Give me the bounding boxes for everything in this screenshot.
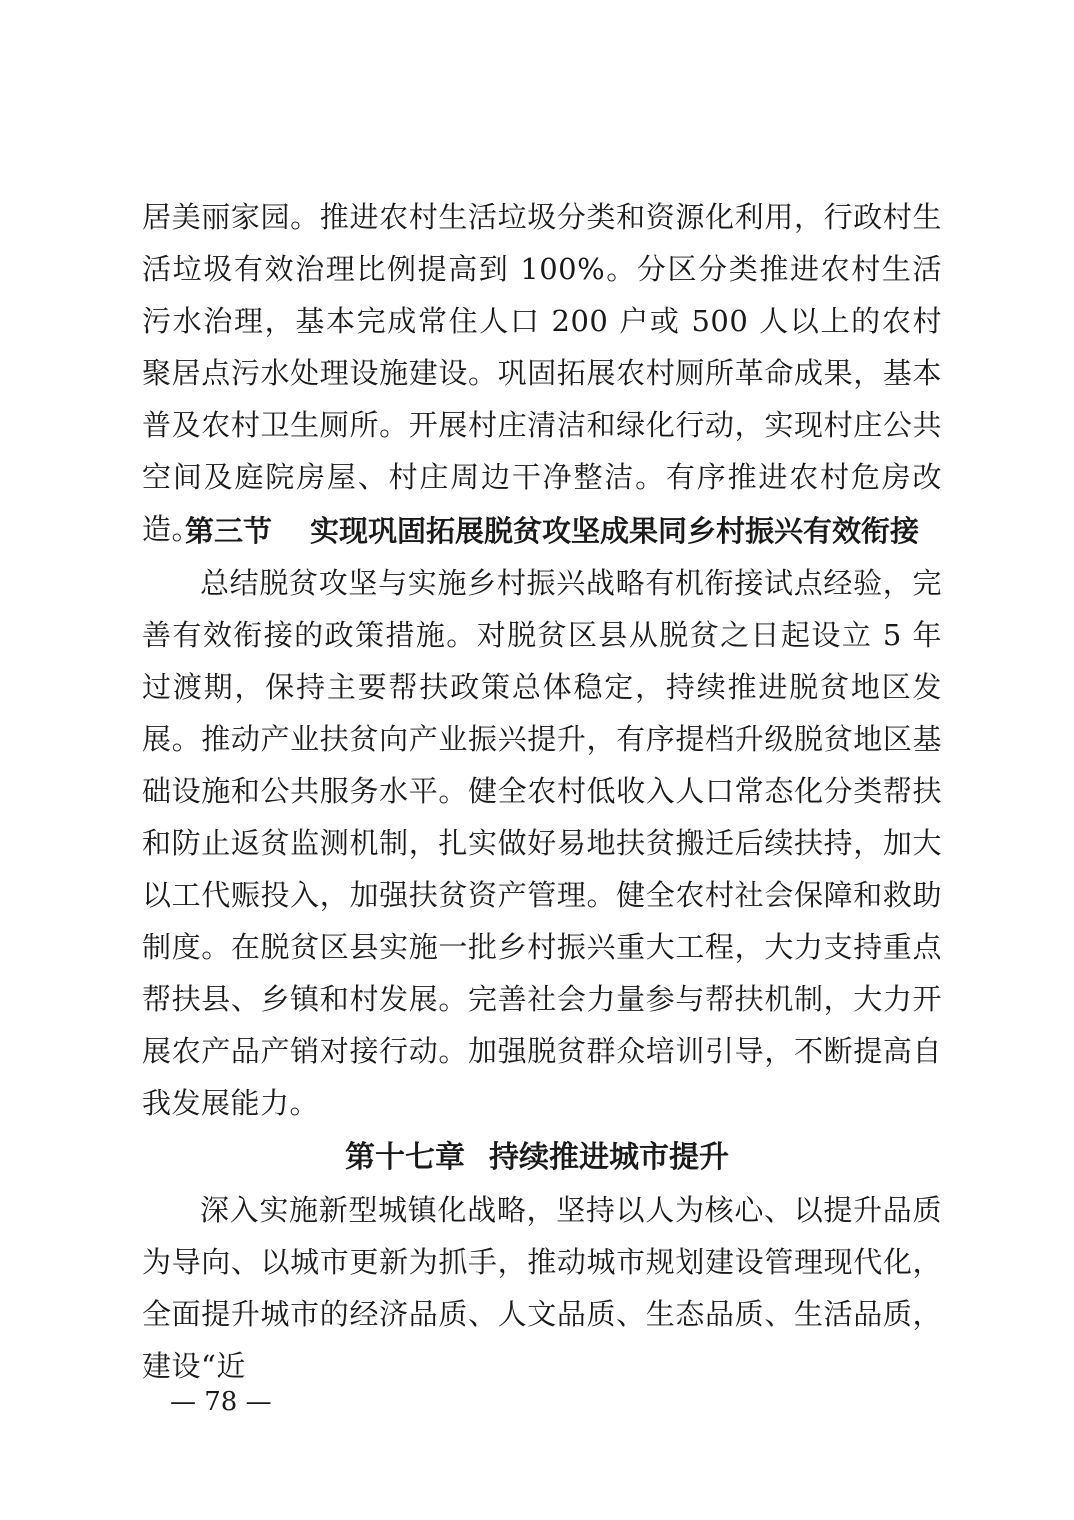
paragraph-section3: 总结脱贫攻坚与实施乡村振兴战略有机衔接试点经验，完善有效衔接的政策措施。对脱贫区县从脱贫之日起设立 5 年过渡期，保持主要帮扶政策总体稳定，持续推进脱贫地区发展。推动产业扶贫向产业振兴提升，有序提档升级脱贫地区基础设施和公共服务水平。健全农村低收入人口常态化分类帮扶和防止返贫监测机制，扎实做好易地扶贫搬迁后续扶持，加大以工代赈投入，加强扶贫资产管理。健全农村社会保障和救助制度。在脱贫区县实施一批乡村振兴重大工程，大力支持重点帮扶县、乡镇和村发展。完善社会力量参与帮扶机制，大力开展农产品产销对接行动。加强脱贫群众培训引导，不断提高自我发展能力。 — [142, 566, 942, 1120]
page-number: — 78 — — [170, 1387, 272, 1417]
chapter-number: 第十七章 — [345, 1140, 465, 1175]
chapter-title: 持续推进城市提升 — [489, 1140, 729, 1175]
paragraph-continued: 居美丽家园。推进农村生活垃圾分类和资源化利用，行政村生活垃圾有效治理比例提高到 100%。分区分类推进农村生活污水治理，基本完成常住人口 200 户或 500 人以上的农村聚居点污水处理设施建设。巩固拓展农村厕所革命成果，基本普及农村卫生厕所。开展村庄清洁和绿化行动，实现村庄公共空间及庭院房屋、村庄周边干净整洁。有序推进农村危房改造。 — [142, 200, 942, 546]
section-heading — [185, 505, 945, 557]
paragraph-chapter17: 深入实施新型城镇化战略，坚持以人为核心、以提升品质为导向、以城市更新为抓手，推动城市规划建设管理现代化，全面提升城市的经济品质、人文品质、生态品质、生活品质，建设“近 — [142, 1193, 942, 1383]
chapter-heading — [0, 1132, 1074, 1184]
section-number: 第三节 — [185, 514, 273, 548]
section-title: 实现巩固拓展脱贫攻坚成果同乡村振兴有效衔接 — [310, 514, 920, 548]
